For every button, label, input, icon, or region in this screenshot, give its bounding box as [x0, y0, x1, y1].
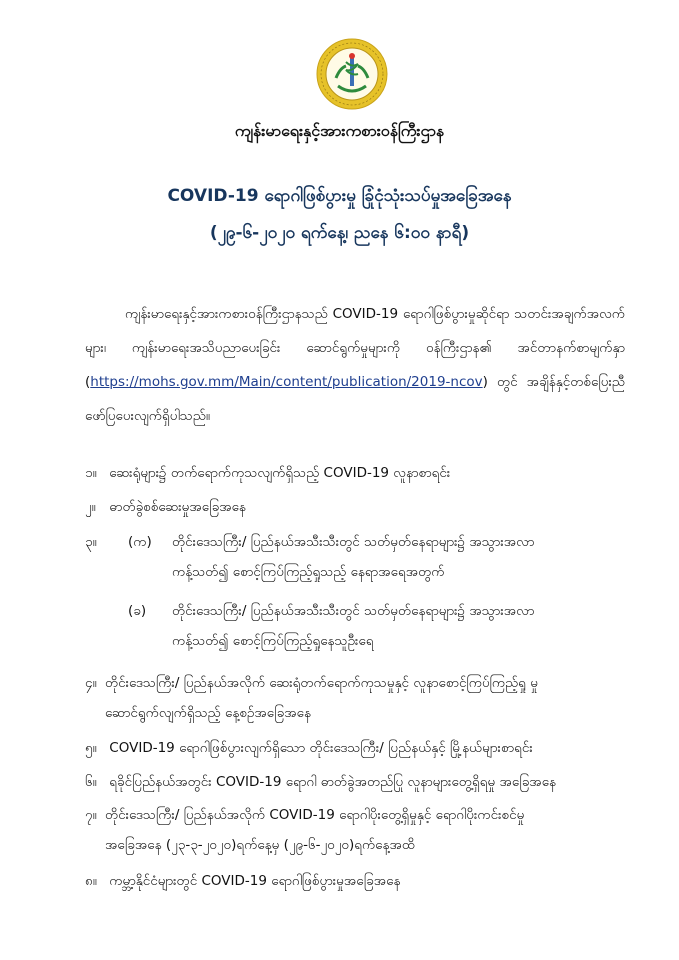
list-item-text: တိုင်းဒေသကြီး/ ပြည်နယ်အလိုက် COVID-19 ရောဂါပိုးတွေ့ရှိမှုနှင့် ရောဂါပိုးကင်းစင်မှု: [105, 807, 525, 823]
list-item-text: ကမ္ဘာ့နိုင်ငံများတွင် COVID-19 ရောဂါဖြစ်ပွားမှုအခြေအနေ: [109, 873, 401, 889]
list-item-number: ၃။: [85, 534, 97, 550]
list-item: [85, 767, 640, 797]
list-item-number: ၆။: [85, 774, 97, 790]
sub-item-text: တိုင်းဒေသကြီး/ ပြည်နယ်အသီးသီးတွင် သတ်မှတ်နေရာများ၌ အသွားအလာ: [172, 534, 535, 550]
list-item-text: ဆေးရုံများ၌ တက်ရောက်ကုသလျက်ရှိသည့် COVID-19 လူနာစာရင်း: [109, 465, 451, 481]
list-item-number: ၇။: [85, 807, 97, 823]
ministry-seal-icon: [316, 38, 388, 110]
sub-item-text: ကန့်သတ်၍ စောင့်ကြပ်ကြည့်ရှုနေသူဦးရေ: [172, 633, 374, 649]
sub-item-text: တိုင်းဒေသကြီး/ ပြည်နယ်အသီးသီးတွင် သတ်မှတ်နေရာများ၌ အသွားအလာ: [172, 603, 535, 619]
ministry-heading: ကျန်းမာရေးနှင့်အားကစားဝန်ကြီးဌာန: [234, 121, 445, 140]
list-item: [85, 733, 640, 763]
list-item-text: COVID-19 ရောဂါဖြစ်ပွားလျက်ရှိသော တိုင်းဒေသကြီး/ ပြည်နယ်နှင့် မြို့နယ်များစာရင်း: [109, 740, 533, 756]
intro-paragraph: [85, 297, 625, 433]
list-item: [85, 866, 640, 896]
list-item-text: ဓာတ်ခွဲစစ်ဆေးမှုအခြေအနေ: [109, 499, 246, 515]
report-title: COVID-19 ရောဂါဖြစ်ပွားမှု ခြုံငုံသုံးသပ်မှုအခြေအနေ: [167, 186, 512, 206]
list-item-number: ၁။: [85, 465, 97, 481]
list-item: [85, 492, 640, 522]
intro-text-part2: ) တွင် အချိန်နှင့်တစ်ပြေးညီ ဖော်ပြပေးလျက်ရှိပါသည်။: [85, 374, 625, 424]
sub-item-marker: (က): [128, 534, 152, 550]
list-item-number: ၂။: [85, 499, 96, 515]
list-item-text: ဆောင်ရွက်လျက်ရှိသည့် နေ့စဉ်အခြေအနေ: [105, 705, 311, 721]
list-item: [85, 458, 640, 488]
list-item-number: ၅။: [85, 740, 97, 756]
list-item-number: ၈။: [85, 873, 97, 889]
list-item-text: ရခိုင်ပြည်နယ်အတွင်း COVID-19 ရောဂါ ဓာတ်ခွဲအတည်ပြု လူနာများတွေ့ရှိရမှု အခြေအနေ: [109, 774, 557, 790]
report-date-time: (၂၉-၆-၂၀၂၀ ရက်နေ့၊ ညနေ ၆:၀၀ နာရီ): [209, 223, 470, 243]
intro-text-part1: ကျန်းမာရေးနှင့်အားကစားဝန်ကြီးဌာနသည် COVID-19 ရောဂါဖြစ်ပွားမှုဆိုင်ရာ သတင်းအချက်အလက်များ၊ ကျန်းမာရေးအသိပညာပေးခြင်း ဆောင်ရွက်မှုများကို ဝန်ကြီးဌာန၏ အင်တာနက်စာမျက်နှာ (: [85, 306, 625, 390]
list-item-number: ၄။: [85, 675, 97, 691]
mohs-website-link[interactable]: https://mohs.gov.mm/Main/content/publication/2019-ncov: [90, 374, 483, 390]
list-item-text: တိုင်းဒေသကြီး/ ပြည်နယ်အလိုက် ဆေးရုံတက်ရောက်ကုသမှုနှင့် လူနာစောင့်ကြပ်ကြည့်ရှု မှု: [105, 675, 538, 691]
sub-item-marker: (ခ): [128, 603, 147, 619]
sub-item-text: ကန့်သတ်၍ စောင့်ကြပ်ကြည့်ရှုသည့် နေရာအရေအတွက်: [172, 564, 445, 580]
list-item-text: အခြေအနေ (၂၃-၃-၂၀၂၀)ရက်နေ့မှ (၂၉-၆-၂၀၂၀)ရက်နေ့အထိ: [105, 837, 415, 853]
